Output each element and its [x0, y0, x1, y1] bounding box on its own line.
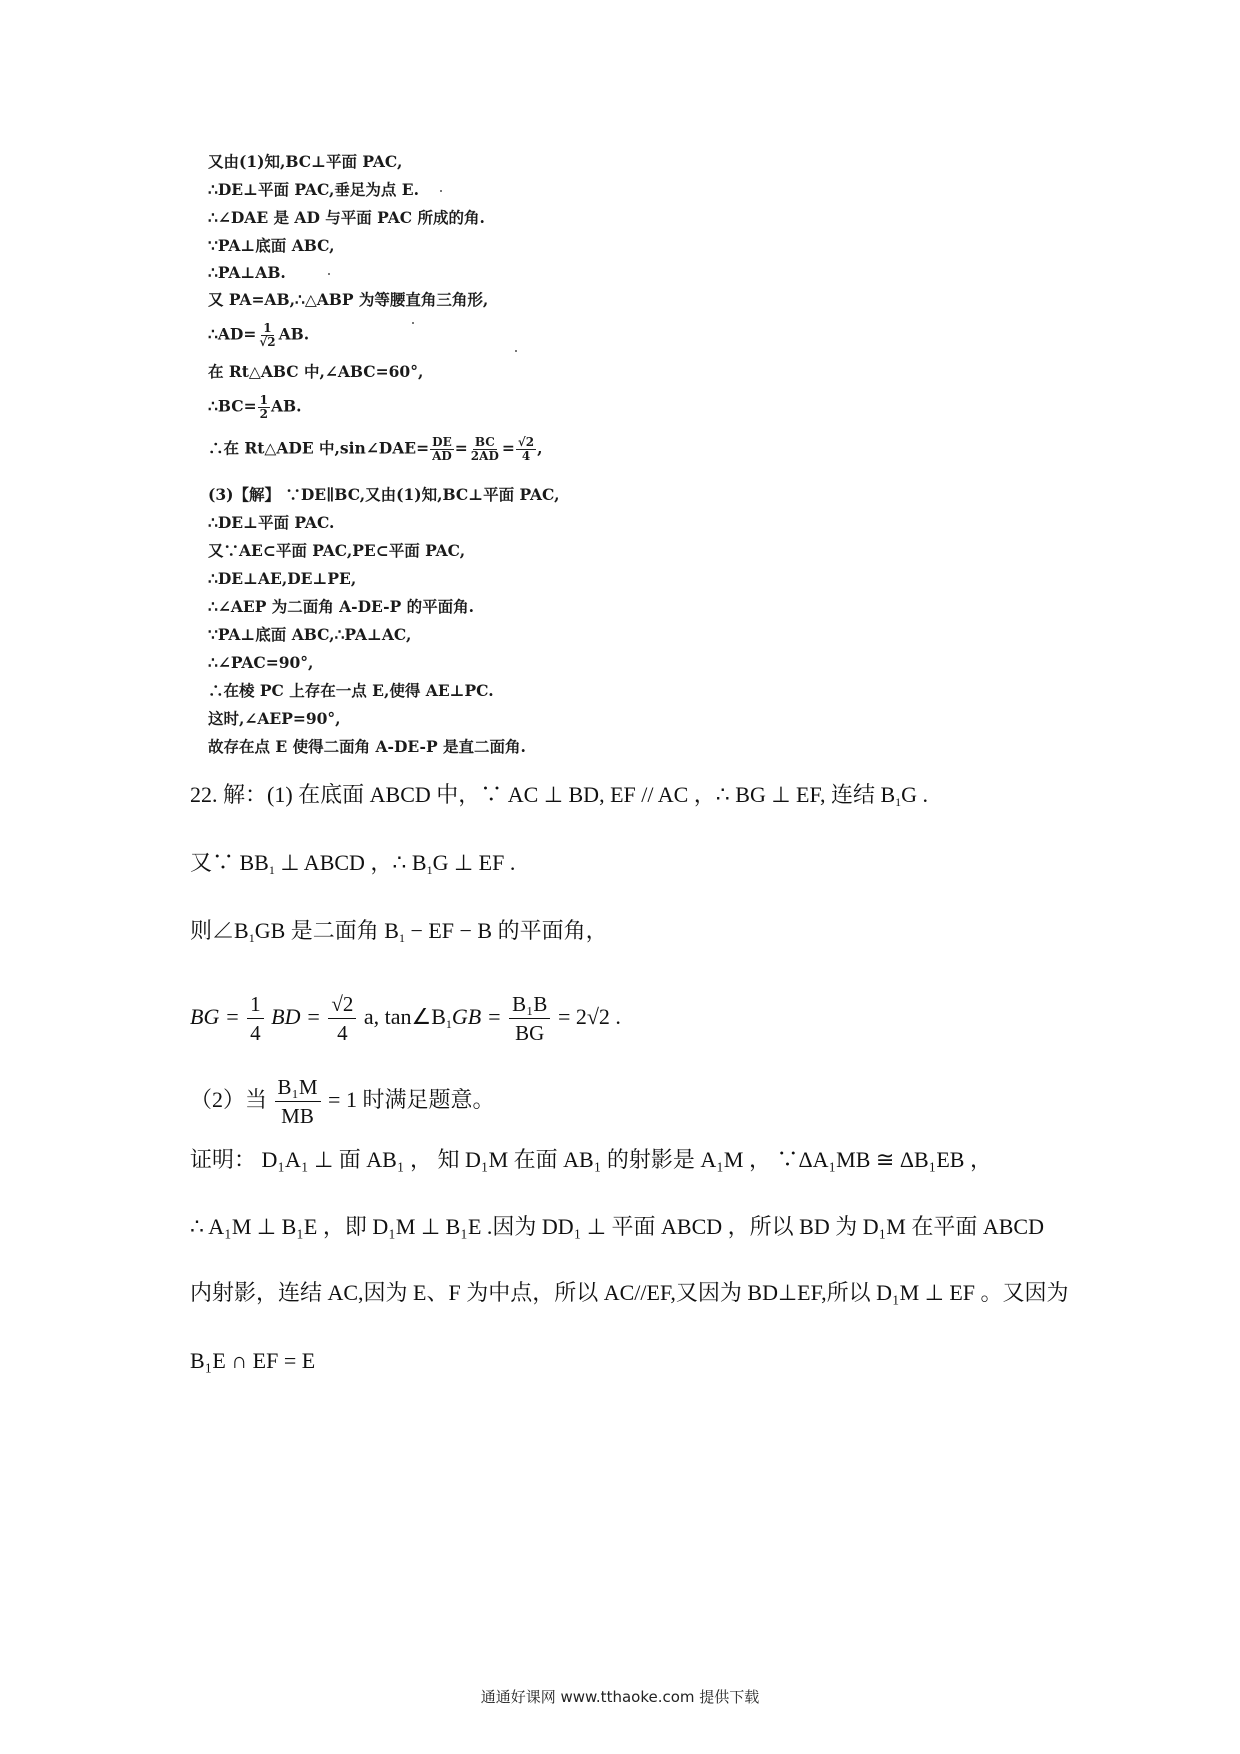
- solution-line-7: ∴ A₁M ⊥ B₁E ，即 D₁M ⊥ B₁E .因为 DD₁ ⊥ 平面 ABCD ，所以 BD 为 D₁M 在平面 ABCD: [190, 1214, 1044, 1239]
- solution-line-8: 内射影，连结 AC,因为 E、F 为中点，所以 AC//EF,又因为 BD⊥EF,所以 D₁M ⊥ EF 。又因为: [190, 1280, 1069, 1305]
- fraction: $\frac{DE}{AD}$: [432, 435, 452, 463]
- scan-line: ∴∠DAE 是 AD 与平面 PAC 所成的角.: [208, 208, 485, 227]
- scan-line: 故存在点 E 使得二面角 A-DE-P 是直二面角.: [208, 737, 526, 756]
- scan-line: 又由(1)知,BC⊥平面 PAC,: [208, 152, 403, 171]
- scan-line: ∴DE⊥平面 PAC.: [208, 513, 335, 532]
- scan-line-ad-formula: ∴AD= $\frac{1}{√2}$ AB.: [208, 321, 310, 349]
- scan-line: ∴DE⊥AE,DE⊥PE,: [208, 569, 357, 588]
- fraction: $\frac{\text{B₁M}}{MB}$: [275, 1073, 321, 1130]
- fraction: $\frac{√2}{4}$: [328, 990, 356, 1047]
- scan-speck: [515, 350, 517, 352]
- scan-line: 在 Rt△ABC 中,∠ABC=60°,: [208, 362, 424, 381]
- scan-speck: [412, 322, 414, 324]
- scan-line: ∵PA⊥底面 ABC,: [208, 236, 335, 255]
- scan-line: 又 PA=AB,∴△ABP 为等腰直角三角形,: [208, 290, 489, 309]
- scan-line: 又∵AE⊂平面 PAC,PE⊂平面 PAC,: [208, 541, 466, 560]
- scan-line-bc-formula: ∴BC= $\frac{1}{2}$ AB.: [208, 393, 302, 421]
- fraction: $\frac{BC}{2AD}$: [470, 435, 499, 463]
- solution-line-1: 22. 解：(1) 在底面 ABCD 中，∵ AC ⊥ BD, EF // AC ，∴ BG ⊥ EF, 连结 $B_1G$ .: [190, 782, 929, 809]
- fraction: $\frac{\text{B₁B}}{BG}$: [509, 990, 550, 1047]
- fraction: $\frac{1}{√2}$: [259, 321, 276, 349]
- scan-speck: [328, 273, 330, 275]
- solution-line-4: BG = $\frac{1}{4}$ BD = $\frac{√2}{4}$ a, $\tan\angle B_1GB$ = $\frac{\text{B₁B}}{BG}$ = 2√2 .: [190, 992, 621, 1046]
- solution-line-6: 证明： D₁A₁ ⊥ 面 AB₁ ， 知 D₁M 在面 AB₁ 的射影是 A₁M ， ∵ΔA₁MB ≅ ΔB₁EB ，: [190, 1147, 992, 1172]
- scan-line: ∴∠PAC=90°,: [208, 653, 314, 672]
- solution-line-2: 又∵ $BB_1$ ⊥ ABCD ，∴ $B_1G$ ⊥ EF .: [190, 850, 516, 877]
- solution-line-9: B₁E ∩ EF = E: [190, 1348, 316, 1373]
- scan-line: ∴DE⊥平面 PAC,垂足为点 E.: [208, 180, 420, 199]
- scan-line-sin-formula: ∴在 Rt△ADE 中,sin∠DAE= $\frac{DE}{AD}$ = $\frac{BC}{2AD}$ = $\frac{√2}{4}$ ,: [208, 435, 543, 463]
- fraction: $\frac{1}{4}$: [247, 990, 264, 1047]
- scan-line: ∴∠AEP 为二面角 A-DE-P 的平面角.: [208, 597, 475, 616]
- scan-line: 这时,∠AEP=90°,: [208, 709, 341, 728]
- scan-speck: [440, 190, 442, 192]
- page-footer: 通通好课网 www.tthaoke.com 提供下载: [480, 1688, 760, 1706]
- fraction: $\frac{1}{2}$: [259, 393, 268, 421]
- scan-line: ∵PA⊥底面 ABC,∴PA⊥AC,: [208, 625, 412, 644]
- scan-line: (3)【解】 ∵DE∥BC,又由(1)知,BC⊥平面 PAC,: [208, 485, 560, 504]
- solution-line-3: 则$\angle B_1GB$ 是二面角 $B_1$ − EF − B 的平面角，: [190, 918, 608, 945]
- scan-line: ∴在棱 PC 上存在一点 E,使得 AE⊥PC.: [208, 681, 494, 700]
- fraction: $\frac{√2}{4}$: [517, 435, 535, 463]
- scan-line: ∴PA⊥AB.: [208, 263, 286, 282]
- solution-line-5: （2）当 $\frac{\text{B₁M}}{MB}$ = 1 时满足题意。: [190, 1075, 495, 1129]
